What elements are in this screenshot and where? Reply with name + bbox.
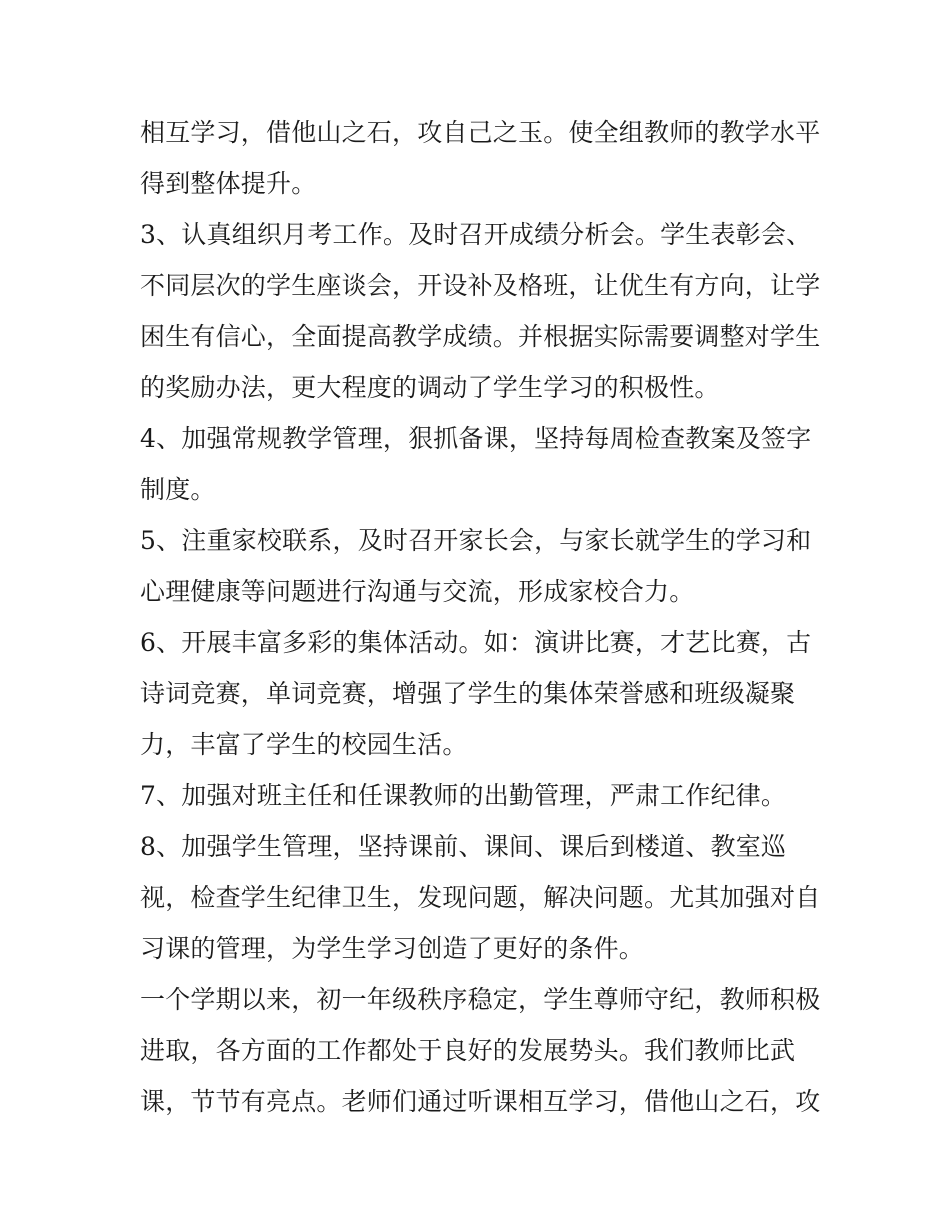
text-line: 习课的管理，为学生学习创造了更好的条件。: [140, 934, 645, 963]
text-line: 困生有信心，全面提高教学成绩。并根据实际需要调整对学生: [140, 322, 821, 351]
text-line: 的奖励办法，更大程度的调动了学生学习的积极性。: [140, 373, 720, 402]
text-line: 心理健康等问题进行沟通与交流，形成家校合力。: [140, 577, 695, 606]
text-line: 诗词竞赛，单词竞赛，增强了学生的集体荣誉感和班级凝聚: [140, 679, 796, 708]
text-line: 力，丰富了学生的校园生活。: [140, 730, 468, 759]
text-line: 5、注重家校联系，及时召开家长会，与家长就学生的学习和: [140, 526, 812, 555]
text-line: 得到整体提升。: [140, 169, 317, 198]
text-line: 7、加强对班主任和任课教师的出勤管理，严肃工作纪律。: [140, 781, 787, 810]
text-line: 不同层次的学生座谈会，开设补及格班，让优生有方向，让学: [140, 271, 821, 300]
text-line: 视，检查学生纪律卫生，发现问题，解决问题。尤其加强对自: [140, 883, 821, 912]
text-line: 制度。: [140, 475, 216, 504]
text-line: 6、开展丰富多彩的集体活动。如：演讲比赛，才艺比赛，古: [140, 628, 812, 657]
text-line: 相互学习，借他山之石，攻自己之玉。使全组教师的教学水平: [140, 118, 821, 147]
text-line: 3、认真组织月考工作。及时召开成绩分析会。学生表彰会、: [140, 220, 812, 249]
text-line: 4、加强常规教学管理，狠抓备课，坚持每周检查教案及签字: [140, 424, 812, 453]
text-line: 8、加强学生管理，坚持课前、课间、课后到楼道、教室巡: [140, 832, 787, 861]
text-line: 一个学期以来，初一年级秩序稳定，学生尊师守纪，教师积极: [140, 985, 821, 1014]
text-line: 课，节节有亮点。老师们通过听课相互学习，借他山之石，攻: [140, 1087, 821, 1116]
text-line: 进取，各方面的工作都处于良好的发展势头。我们教师比武: [140, 1036, 796, 1065]
